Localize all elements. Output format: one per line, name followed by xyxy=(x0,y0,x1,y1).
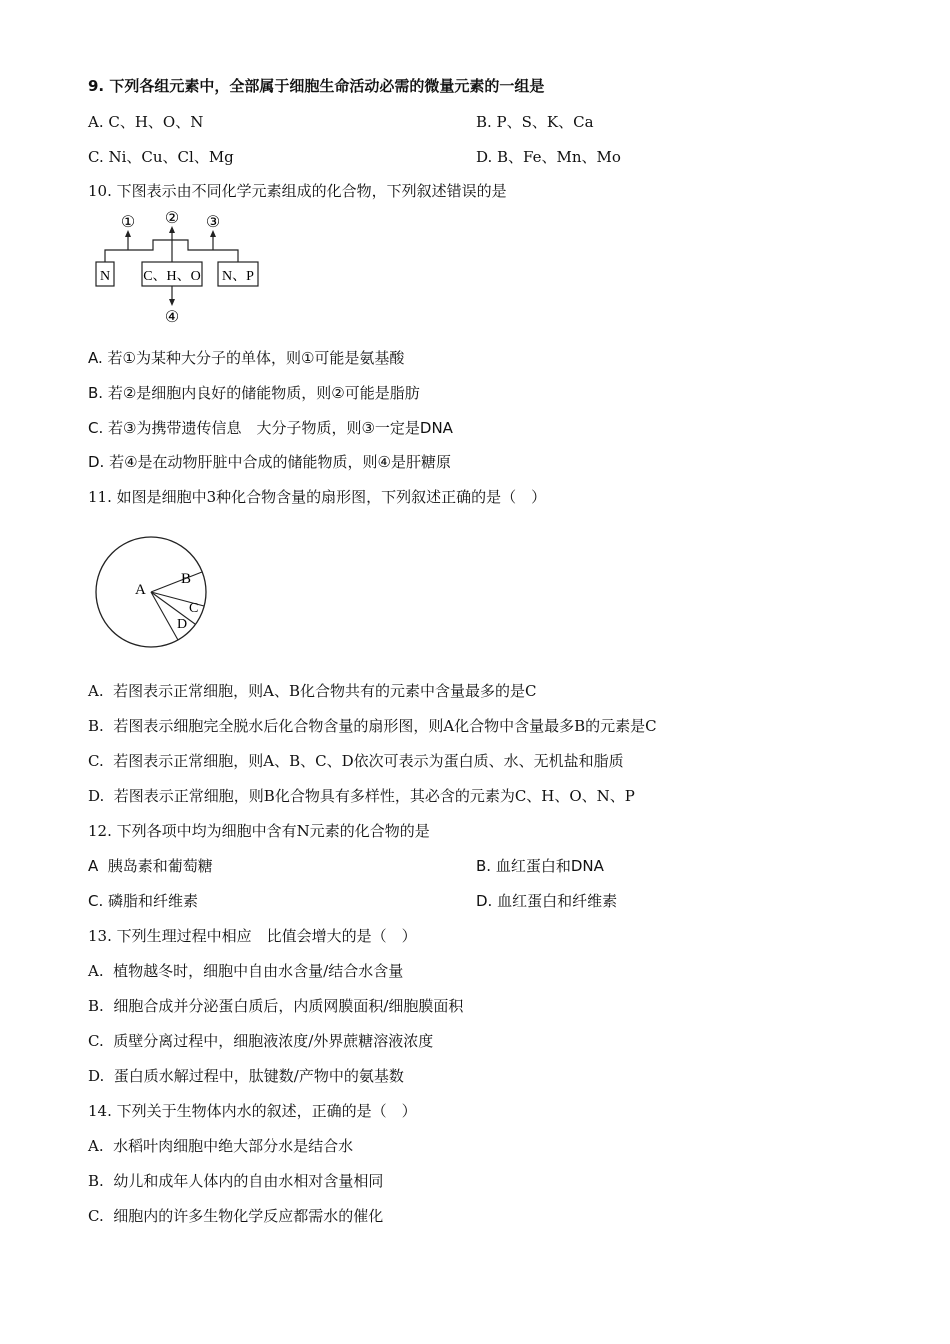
q13-stem: 13. 下列生理过程中相应 比值会增大的是（ ） xyxy=(88,927,417,945)
q12-option-d: D. 血红蛋白和纤维素 xyxy=(476,892,618,910)
diagram-label-3: ③ xyxy=(205,214,221,231)
q12-option-b: B. 血红蛋白和DNA xyxy=(476,857,604,875)
q11-option-d: D. 若图表示正常细胞，则B化合物具有多样性，其必含的元素为C、H、O、N、P xyxy=(88,787,635,805)
diagram-box-cho: C、H、O xyxy=(143,269,201,284)
pie-label-a: A xyxy=(135,582,146,598)
q9-option-d: D. B、Fe、Mn、Mo xyxy=(476,148,621,166)
q13-option-b: B. 细胞合成并分泌蛋白质后，内质网膜面积/细胞膜面积 xyxy=(88,997,464,1015)
q12-stem: 12. 下列各项中均为细胞中含有N元素的化合物的是 xyxy=(88,822,430,840)
diagram-label-1: ① xyxy=(120,214,136,231)
q10-option-c: C. 若③为携带遗传信息 大分子物质，则③一定是DNA xyxy=(88,419,453,437)
q13-option-d: D. 蛋白质水解过程中，肽键数/产物中的氨基数 xyxy=(88,1067,404,1085)
q10-stem: 10. 下图表示由不同化学元素组成的化合物，下列叙述错误的是 xyxy=(88,182,507,200)
diagram-box-np: N、P xyxy=(222,269,254,284)
q13-option-a: A. 植物越冬时，细胞中自由水含量/结合水含量 xyxy=(88,962,404,980)
pie-label-b: B xyxy=(181,571,192,587)
q11-stem: 11. 如图是细胞中3种化合物含量的扇形图，下列叙述正确的是（ ） xyxy=(88,488,547,506)
q14-option-b: B. 幼儿和成年人体内的自由水相对含量相同 xyxy=(88,1172,384,1190)
diagram-label-4: ④ xyxy=(164,309,180,326)
diagram-box-n: N xyxy=(99,269,111,284)
pie-label-c: C xyxy=(189,601,199,616)
diagram-label-2: ② xyxy=(164,210,180,227)
q14-option-a: A. 水稻叶肉细胞中绝大部分水是结合水 xyxy=(88,1137,354,1155)
q10-option-d: D. 若④是在动物肝脏中合成的储能物质，则④是肝糖原 xyxy=(88,453,451,471)
q9-option-b: B. P、S、K、Ca xyxy=(476,113,594,131)
q12-option-a: A 胰岛素和葡萄糖 xyxy=(88,857,213,875)
q13-option-c: C. 质壁分离过程中，细胞液浓度/外界蔗糖溶液浓度 xyxy=(88,1032,434,1050)
q11-pie-diagram xyxy=(92,536,216,652)
q11-option-b: B. 若图表示细胞完全脱水后化合物含量的扇形图，则A化合物中含量最多B的元素是C xyxy=(88,717,657,735)
q12-option-c: C. 磷脂和纤维素 xyxy=(88,892,199,910)
q14-option-c: C. 细胞内的许多生物化学反应都需水的催化 xyxy=(88,1207,384,1225)
q10-option-b: B. 若②是细胞内良好的储能物质，则②可能是脂肪 xyxy=(88,384,420,402)
q9-stem: 9. 下列各组元素中，全部属于细胞生命活动必需的微量元素的一组是 xyxy=(88,77,545,95)
q9-option-c: C. Ni、Cu、Cl、Mg xyxy=(88,148,234,166)
q10-option-a: A. 若①为某种大分子的单体，则①可能是氨基酸 xyxy=(88,349,405,367)
q11-option-a: A. 若图表示正常细胞，则A、B化合物共有的元素中含量最多的是C xyxy=(88,682,537,700)
pie-label-d: D xyxy=(177,617,188,632)
q14-stem: 14. 下列关于生物体内水的叙述，正确的是（ ） xyxy=(88,1102,417,1120)
q9-option-a: A. C、H、O、N xyxy=(88,113,204,131)
q10-element-diagram xyxy=(88,210,268,330)
q11-option-c: C. 若图表示正常细胞，则A、B、C、D依次可表示为蛋白质、水、无机盐和脂质 xyxy=(88,752,624,770)
